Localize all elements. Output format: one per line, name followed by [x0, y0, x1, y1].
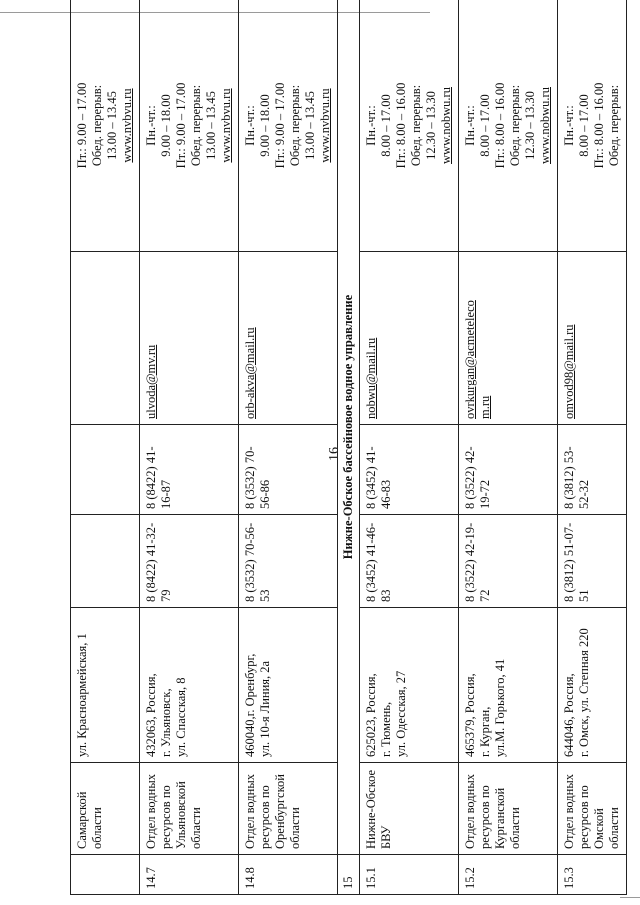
working-hours-line: 12.30 – 13.30: [523, 91, 537, 160]
working-hours-line: Пт.: 9.00 – 17.00: [75, 82, 89, 169]
phone-primary: 8 (8422) 41-32-79: [140, 515, 239, 608]
department-name-line: Отдел водных: [463, 774, 477, 849]
department-name: [360, 763, 459, 855]
table-row: [459, 0, 558, 895]
postal-address-line: ул. Спасская, 8: [174, 677, 188, 757]
working-hours-line: www.nvbvu.ru: [120, 88, 134, 163]
email-address: [360, 252, 459, 425]
phone-secondary: 8 (8422) 41-16-87: [140, 425, 239, 515]
email-address-line: orb-akva@mail.ru: [243, 327, 257, 419]
postal-address: [239, 608, 338, 763]
department-name-line: Отдел водных: [144, 774, 158, 849]
row-number: 15.2: [459, 855, 558, 895]
table-row: [239, 0, 338, 895]
working-hours-line: Пт.: 8.00 – 16.00: [493, 82, 507, 169]
department-name: [239, 763, 338, 855]
phone-secondary: [71, 425, 140, 515]
working-hours: [558, 0, 627, 252]
working-hours-line: Пн.-чт.:: [243, 105, 257, 146]
department-name: [140, 763, 239, 855]
working-hours: [360, 0, 459, 252]
email-address: [71, 252, 140, 425]
department-name-line: Самарской: [75, 791, 89, 849]
working-hours-line: 13.00 – 13.45: [303, 91, 317, 160]
email-address: [140, 252, 239, 425]
department-name-line: области: [288, 807, 302, 849]
working-hours-line: www.nobwu.ru: [538, 87, 552, 164]
department-name: [71, 763, 140, 855]
department-name-line: области: [90, 807, 104, 849]
phone-secondary: 8 (3532) 70-56-86: [239, 425, 338, 515]
row-number: [71, 855, 140, 895]
phone-primary: [71, 515, 140, 608]
postal-address-line: ул. 10-я Линия, 2а: [258, 660, 272, 757]
working-hours-line: 13.00 – 13.45: [204, 91, 218, 160]
postal-address-line: г. Курган,: [478, 706, 492, 757]
email-address: [459, 252, 558, 425]
department-name-line: Отдел водных: [243, 774, 257, 849]
postal-address-line: ул. Одесская, 27: [394, 670, 408, 757]
working-hours-line: Обед. перерыв:: [90, 84, 104, 167]
working-hours: [239, 0, 338, 252]
postal-address-line: 644046, Россия,: [562, 673, 576, 757]
postal-address-line: г. Омск, ул. Степная 220: [577, 628, 591, 757]
working-hours-line: Пн.-чт.:: [364, 105, 378, 146]
working-hours-line: 13.00 – 13.45: [105, 91, 119, 160]
department-name-line: области: [508, 807, 522, 849]
department-name-line: ресурсов по: [159, 785, 173, 849]
department-name-line: Отдел водных: [562, 774, 576, 849]
postal-address: [360, 608, 459, 763]
working-hours-line: Пт.: 9.00 – 17.00: [273, 82, 287, 169]
department-name: [558, 763, 627, 855]
phone-secondary: 8 (3812) 53-52-32: [558, 425, 627, 515]
phone-primary: 8 (3522) 42-19-72: [459, 515, 558, 608]
postal-address-line: 460040,г. Оренбург,: [243, 653, 257, 757]
email-address-line: nobwu@mail.ru: [364, 337, 378, 419]
postal-address-line: ул.М. Горького, 41: [493, 658, 507, 757]
postal-address-line: 432063, Россия,: [144, 673, 158, 757]
row-number: 15.3: [558, 855, 627, 895]
working-hours-line: Пт.: 9.00 – 17.00: [174, 82, 188, 169]
working-hours-line: 8.00 – 17.00: [379, 94, 393, 157]
phone-primary: 8 (3452) 41-46-83: [360, 515, 459, 608]
table-row: [360, 0, 459, 895]
department-name-line: Ульяновской: [174, 781, 188, 849]
working-hours-line: Обед. перерыв:: [508, 84, 522, 167]
working-hours-line: Пт.: 8.00 – 16.00: [394, 82, 408, 169]
postal-address-line: г. Ульяновск,: [159, 688, 173, 757]
working-hours: [140, 0, 239, 252]
section-number: 15: [338, 855, 360, 895]
working-hours-line: 9.00 – 18.00: [159, 94, 173, 157]
email-address-line: omvod98@mail.ru: [562, 324, 576, 419]
working-hours-line: www.nobwu.ru: [439, 87, 453, 164]
department-name-line: ресурсов по: [258, 785, 272, 849]
postal-address: [71, 608, 140, 763]
working-hours-line: www.nvbvu.ru: [219, 88, 233, 163]
postal-address-line: ул. Красноармейская, 1: [75, 633, 89, 757]
working-hours-line: Пн.-чт.:: [463, 105, 477, 146]
department-name-line: БВУ: [379, 825, 393, 849]
department-name: [459, 763, 558, 855]
working-hours-line: Обед. перерыв:: [607, 84, 621, 167]
department-name-line: ресурсов по: [577, 785, 591, 849]
working-hours-line: Обед. перерыв:: [288, 84, 302, 167]
working-hours-line: Пн.-чт.:: [562, 105, 576, 146]
department-name-line: области: [189, 807, 203, 849]
working-hours-line: Пн.-чт.:: [144, 105, 158, 146]
working-hours-line: www.nvbvu.ru: [318, 88, 332, 163]
email-address: [239, 252, 338, 425]
table-row: [140, 0, 239, 895]
email-address: [558, 252, 627, 425]
table-body: [71, 0, 627, 895]
postal-address-line: 625023, Россия,: [364, 673, 378, 757]
department-name-line: Курганской: [493, 787, 507, 849]
water-authority-table: [70, 0, 627, 895]
table-row: [71, 0, 140, 895]
section-title: Нижне-Обское бассейновое водное управление: [338, 0, 360, 855]
postal-address-line: г. Тюмень,: [379, 701, 393, 757]
email-address-line: ovrkurgan@acmeteleco: [463, 300, 477, 419]
working-hours-line: Обед. перерыв:: [409, 84, 423, 167]
email-address-line: ulvoda@mv.ru: [144, 344, 158, 419]
phone-primary: 8 (3812) 51-07-51: [558, 515, 627, 608]
working-hours-line: Пт.: 8.00 – 16.00: [592, 82, 606, 169]
section-row: [338, 0, 360, 895]
department-name-line: Оренбургской: [273, 774, 287, 849]
working-hours-line: 8.00 – 17.00: [577, 94, 591, 157]
phone-secondary: 8 (3522) 42-19-72: [459, 425, 558, 515]
postal-address: [558, 608, 627, 763]
working-hours-line: 12.30 – 13.30: [424, 91, 438, 160]
phone-secondary: 8 (3452) 41-46-83: [360, 425, 459, 515]
department-name-line: Омской: [592, 808, 606, 849]
phone-primary: 8 (3532) 70-56-53: [239, 515, 338, 608]
row-number: 14.8: [239, 855, 338, 895]
postal-address: [140, 608, 239, 763]
row-number: 15.1: [360, 855, 459, 895]
postal-address: [459, 608, 558, 763]
working-hours: [459, 0, 558, 252]
table-row: [558, 0, 627, 895]
working-hours-line: Обед. перерыв:: [189, 84, 203, 167]
email-address-line: m.ru: [478, 395, 492, 419]
postal-address-line: 465379, Россия,: [463, 673, 477, 757]
department-name-line: Нижне-Обское: [364, 769, 378, 849]
row-number: 14.7: [140, 855, 239, 895]
working-hours-line: 8.00 – 17.00: [478, 94, 492, 157]
department-name-line: области: [607, 807, 621, 849]
working-hours: [71, 0, 140, 252]
department-name-line: ресурсов по: [478, 785, 492, 849]
page-number: 16: [327, 447, 342, 461]
working-hours-line: 9.00 – 18.00: [258, 94, 272, 157]
